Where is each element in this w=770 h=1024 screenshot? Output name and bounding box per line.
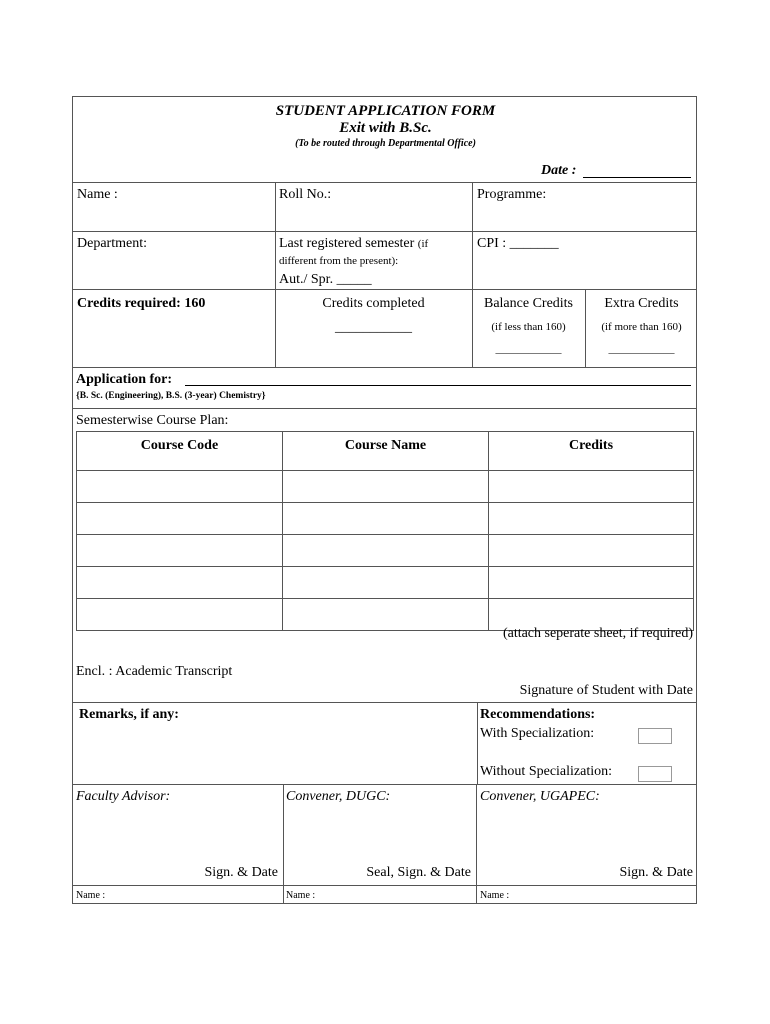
date-label: Date : [541,163,577,178]
course-name-cell[interactable] [283,471,489,503]
course-code-cell[interactable] [77,567,283,599]
with-specialization-label: With Specialization: [480,726,595,741]
enclosure-note: Encl. : Academic Transcript [76,664,233,679]
extra-credits-note: (if more than 160) [601,321,682,333]
course-code-cell[interactable] [77,599,283,631]
cpi-field[interactable]: CPI : _______ [477,236,559,251]
dugc-sign-label: Seal, Sign. & Date [366,865,471,880]
credits-cell[interactable] [489,503,694,535]
with-specialization-checkbox[interactable] [638,728,672,744]
recommendations-label: Recommendations: [480,707,596,722]
aut-spr-field[interactable]: Aut./ Spr. _____ [279,272,372,287]
table-row [77,535,694,567]
course-code-cell[interactable] [77,535,283,567]
form-subtitle: Exit with B.Sc. [339,120,432,136]
table-row [77,567,694,599]
attach-note: (attach seperate sheet, if required) [502,626,693,641]
roll-no-label: Roll No.: [279,187,332,202]
faculty-name-field[interactable]: Name : [76,890,106,901]
faculty-sign-label: Sign. & Date [204,865,278,880]
department-label: Department: [77,236,147,251]
ugapec-name-field[interactable]: Name : [480,890,510,901]
application-options: {B. Sc. (Engineering), B.S. (3-year) Chemistry} [76,391,266,401]
faculty-advisor-label: Faculty Advisor: [76,789,171,804]
dugc-name-field[interactable]: Name : [286,890,316,901]
header-course-code: Course Code [77,432,283,471]
table-row [77,471,694,503]
convener-dugc-label: Convener, DUGC: [286,789,391,804]
application-for-label: Application for: [76,372,173,387]
student-signature-label: Signature of Student with Date [519,683,693,698]
ugapec-sign-label: Sign. & Date [619,865,693,880]
credits-cell[interactable] [489,471,694,503]
last-semester-note: different from the present): [279,255,399,267]
convener-ugapec-label: Convener, UGAPEC: [480,789,600,804]
course-plan-table [76,431,694,631]
extra-credits-label: Extra Credits [604,296,679,311]
without-specialization-checkbox[interactable] [638,766,672,782]
form-title: STUDENT APPLICATION FORM [275,103,496,119]
date-field[interactable] [583,177,691,178]
credits-required: Credits required: 160 [77,296,206,311]
course-plan-label: Semesterwise Course Plan: [76,413,229,428]
table-row [77,503,694,535]
course-name-cell[interactable] [283,535,489,567]
course-code-cell[interactable] [77,503,283,535]
credits-completed-field[interactable]: ___________ [335,320,412,335]
remarks-label: Remarks, if any: [79,707,179,722]
last-semester-paren: (if [417,238,429,250]
credits-cell[interactable] [489,567,694,599]
balance-credits-label: Balance Credits [483,296,574,311]
course-table-header [77,432,694,471]
last-semester-text: Last registered semester [279,236,415,251]
extra-credits-field[interactable]: ____________ [608,343,675,355]
name-label: Name : [77,187,118,202]
header-credits: Credits [489,432,694,471]
routing-note: (To be routed through Departmental Office) [295,138,476,149]
course-code-cell[interactable] [77,471,283,503]
header-course-name: Course Name [283,432,489,471]
credits-cell[interactable] [489,535,694,567]
course-name-cell[interactable] [283,567,489,599]
programme-label: Programme: [477,187,547,202]
application-for-field[interactable] [185,385,691,386]
balance-credits-note: (if less than 160) [491,321,566,333]
without-specialization-label: Without Specialization: [480,764,613,779]
application-form [72,96,697,904]
course-name-cell[interactable] [283,599,489,631]
last-semester-label [279,237,428,251]
credits-completed-label: Credits completed [322,296,425,311]
course-name-cell[interactable] [283,503,489,535]
balance-credits-field[interactable]: ____________ [495,343,562,355]
